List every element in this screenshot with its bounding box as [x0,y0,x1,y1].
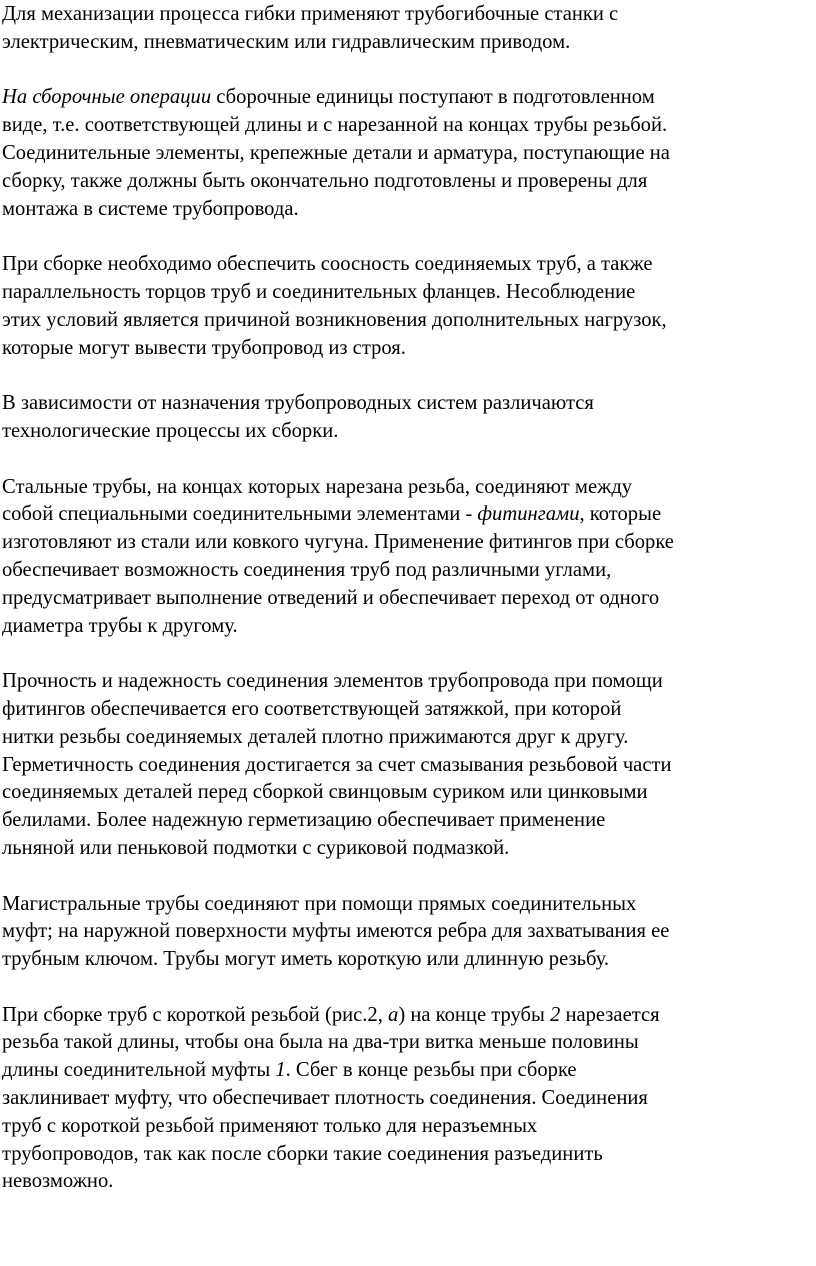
text-run: . Сбег в конце резьбы при сборке [285,1059,577,1082]
text-line [2,1002,816,1030]
text-line: технологические процессы их сборки. [2,419,339,442]
paragraph-1 [2,1,816,57]
text-line: фитингов обеспечивается его соответствующей затяжкой, при которой [2,697,622,720]
text-run: длины соединительной муфты [2,1059,276,1082]
text-line: которые могут вывести трубопровод из строя. [2,336,406,359]
text-run: , которые [579,503,662,526]
paragraph-7 [2,891,816,974]
part-number: 2 [550,1003,561,1026]
text-line: Магистральные трубы соединяют при помощи прямых соединительных [2,892,637,915]
text-line: изготовляют из стали или ковкого чугуна. Применение фитингов при сборке [2,531,674,554]
text-line: резьба такой длины, чтобы она была на два-три витка меньше половины [2,1031,639,1054]
text-run: ) на конце трубы [398,1003,550,1026]
paragraph-2 [2,84,816,223]
paragraph-5 [2,474,816,641]
italic-term: На сборочные операции [2,86,212,109]
italic-term: фитингами [477,503,580,526]
text-line: муфт; на наружной поверхности муфты имеются ребра для захватывания ее [2,920,670,943]
text-line: труб с короткой резьбой применяют только для неразъемных [2,1114,538,1137]
text-line [2,84,816,112]
text-line: Герметичность соединения достигается за счет смазывания резьбовой части [2,753,672,776]
text-line [2,1057,816,1085]
paragraph-3 [2,251,816,362]
figure-letter: а [388,1003,399,1026]
text-line: соединяемых деталей перед сборкой свинцовым суриком или цинковыми [2,781,648,804]
text-line: виде, т.е. соответствующей длины и с нарезанной на концах трубы резьбой. [2,114,668,137]
text-line: параллельность торцов труб и соединительных фланцев. Несоблюдение [2,280,636,303]
paragraph-4 [2,390,816,446]
text-line: этих условий является причиной возникновения дополнительных нагрузок, [2,308,667,331]
text-line: обеспечивает возможность соединения труб под различными углами, [2,558,612,581]
text-line: электрическим, пневматическим или гидравлическим приводом. [2,30,571,53]
text-run: сборочные единицы поступают в подготовленном [211,86,655,109]
text-line: заклинивает муфту, что обеспечивает плотность соединения. Соединения [2,1087,648,1110]
text-line: предусматривает выполнение отведений и обеспечивает переход от одного [2,586,660,609]
text-line: сборку, также должны быть окончательно подготовлены и проверены для [2,169,648,192]
text-line: Прочность и надежность соединения элементов трубопровода при помощи [2,670,663,693]
text-run: собой специальными соединительными элементами - [2,503,478,526]
text-line: Стальные трубы, на концах которых нарезана резьба, соединяют между [2,475,633,498]
text-line: Для механизации процесса гибки применяют трубогибочные станки с [2,3,619,25]
text-line: При сборке необходимо обеспечить соосность соединяемых труб, а также [2,253,653,276]
text-line: В зависимости от назначения трубопроводных систем различаются [2,392,594,415]
paragraph-6 [2,668,816,863]
text-line: нитки резьбы соединяемых деталей плотно прижимаются друг к другу. [2,725,629,748]
text-line: белилами. Более надежную герметизацию обеспечивает применение [2,809,606,832]
part-number: 1 [275,1059,286,1082]
text-run: нарезается [560,1003,660,1026]
text-line: льняной или пеньковой подмотки с суриковой подмазкой. [2,836,510,859]
text-run: При сборке труб с короткой резьбой (рис.2, [2,1003,389,1026]
text-line: невозможно. [2,1170,114,1193]
text-line: диаметра трубы к другому. [2,614,238,637]
text-line: Соединительные элементы, крепежные детали и арматура, поступающие на [2,141,670,164]
text-line: трубопроводов, так как после сборки такие соединения разъединить [2,1142,603,1165]
text-line: трубным ключом. Трубы могут иметь короткую или длинную резьбу. [2,948,610,971]
paragraph-8 [2,1002,816,1197]
text-line [2,501,816,529]
text-line: монтажа в системе трубопровода. [2,197,299,220]
